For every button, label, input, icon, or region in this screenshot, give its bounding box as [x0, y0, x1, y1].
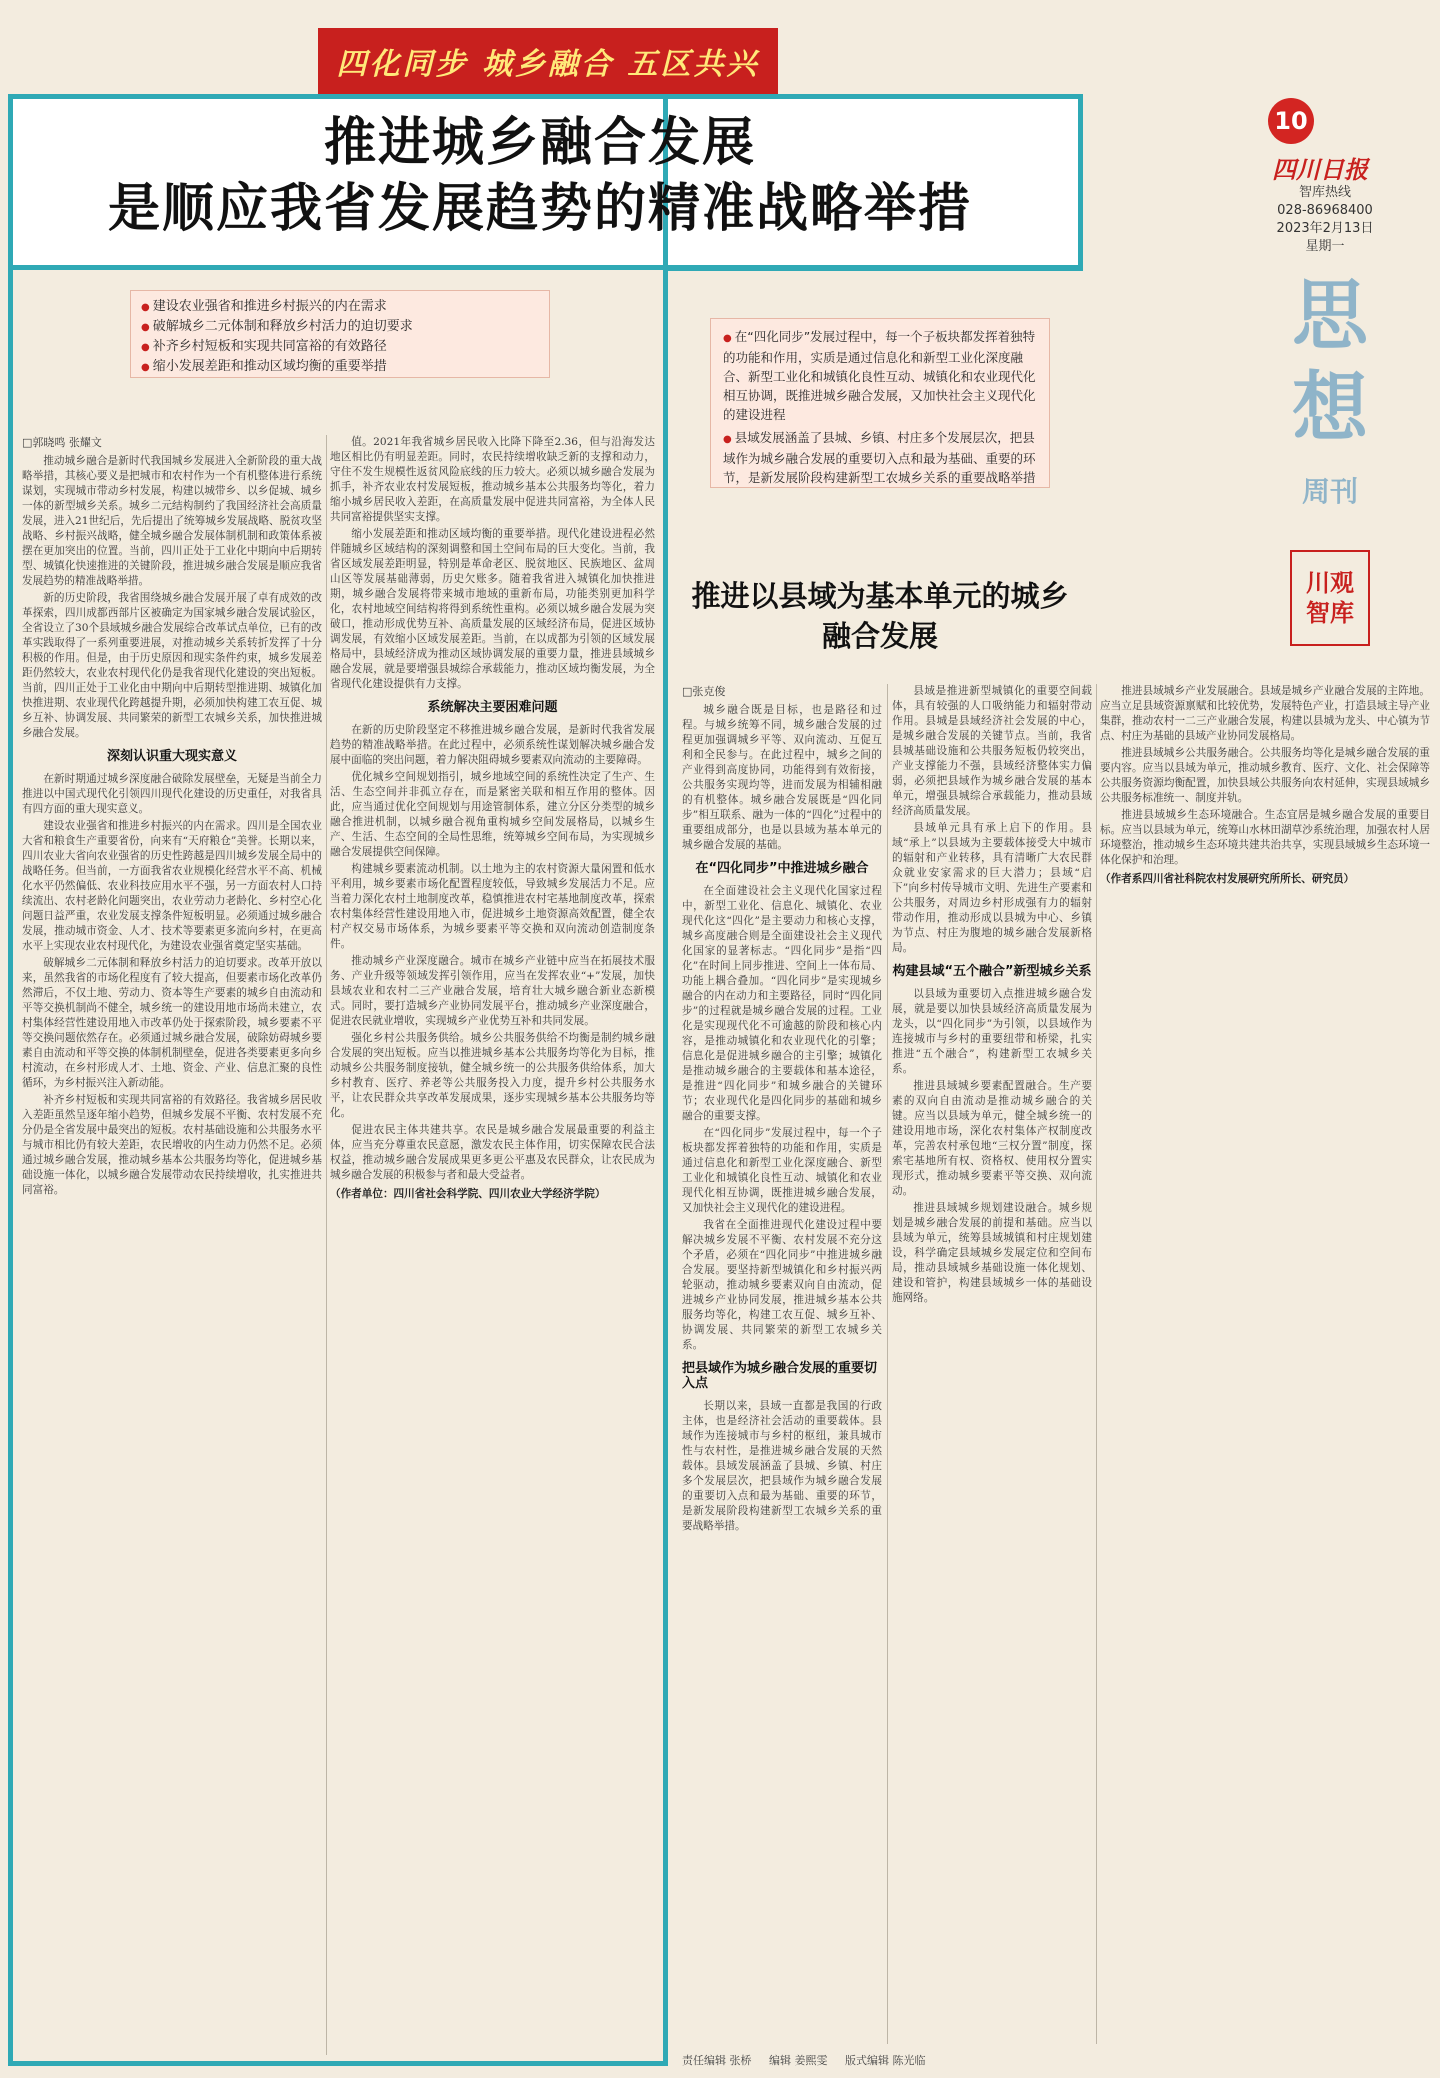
article-author: □郭晓鸣 张耀文: [22, 436, 102, 449]
editor: 编辑 姜熙雯: [769, 2054, 828, 2067]
subheading: 深刻认识重大现实意义: [106, 749, 237, 764]
paragraph: 在“四化同步”发展过程中，每一个子板块都发挥着独特的功能和作用，实质是通过信息化和新型工业化深度融合、新型工业化和城镇化良性互动、城镇化和农业现代化相互协调，既推进城乡融合发展，又加快社会主义现代化的建设进程。: [682, 1127, 882, 1214]
headline-line-2: 是顺应我省发展趋势的精准战略举措: [107, 179, 972, 239]
right-keypoints-box: [710, 318, 1050, 488]
bullet-icon: ●: [723, 333, 732, 344]
paragraph: 新的历史阶段，我省围绕城乡融合发展开展了卓有成效的改革探索，四川成都西部片区被确定为国家城乡融合发展试验区，全省设立了30个县域城乡融合发展综合改革试点单位，已有的改革实践取得了一系列重要进展，对推动城乡关系转折发挥了十分积极的作用。但是，由于历史原因和现实条件约束，城乡发展差距仍然较大，农业农村现代化仍是我省现代化建设的突出短板。当前，四川正处于工业化由中期向中后期转型推进期、城镇化加快推进期、农业现代化跨越提升期，必须加快构建工农互促、城乡互补、协调发展、共同繁荣的新型工农城乡关系，加快推进城乡融合发展。: [22, 592, 322, 739]
paragraph: 县域是推进新型城镇化的重要空间载体，具有较强的人口吸纳能力和辐射带动作用。县城是县域经济社会发展的中心，是城乡融合发展的关键节点。当前，我省县城基础设施和公共服务短板仍较突出，产业支撑能力不强，县域经济整体实力偏弱，必须把县域作为城乡融合发展的基本单元，增强县城综合承载能力，推动县域经济高质量发展。: [892, 685, 1092, 817]
hotline-number: 028-86968400: [1277, 203, 1373, 218]
column-divider: [1096, 684, 1097, 2044]
bullet-icon: ●: [141, 302, 150, 313]
bullet-icon: ●: [141, 342, 150, 353]
paragraph: 优化城乡空间规划指引，城乡地域空间的系统性决定了生产、生活、生态空间并非孤立存在，而是紧密关联和相互作用的整体。因此，应当通过优化空间规划与用途管制体系，建立分区分类型的城乡融合推进机制，以城乡融合视角重构城乡空间发展格局，以城乡生产、生活、生态空间的全局性思维，统筹城乡空间布局，为实现城乡融合发展提供空间保障。: [330, 771, 655, 858]
main-headline: [40, 110, 1040, 242]
paragraph: 值。2021年我省城乡居民收入比降下降至2.36，但与沿海发达地区相比仍有明显差距。同时，农民持续增收缺乏新的支撑和动力，守住不发生规模性返贫风险底线的压力较大。必须以城乡融合发展为抓手，补齐农业农村发展短板，推动城乡基本公共服务均等化，着力缩小城乡居民收入差距，在高质量发展中促进共同富裕，为全体人民共同富裕提供坚实支撑。: [330, 436, 655, 523]
author-note: （作者系四川省社科院农村发展研究所所长、研究员）: [1100, 873, 1355, 885]
paragraph: 县域单元具有承上启下的作用。县域“承上”以县域为主要载体接受大中城市的辐射和产业转移，具有清晰广大农民群众就业安家需求的巨大潜力；县域“启下”向乡村传导城市文明、先进生产要素和公共服务，对周边乡村形成强有力的辐射带动作用，推动形成以县城为中心、乡镇为节点、村庄为腹地的城乡融合发展新格局。: [892, 822, 1092, 954]
responsible-editor: 责任编辑 张桥: [682, 2054, 752, 2067]
paragraph: 推进县域城乡生态环境融合。生态宜居是城乡融合发展的重要目标。应当以县域为单元，统筹山水林田湖草沙系统治理，加强农村人居环境整治，推动城乡生态环境共建共治共享，实现县域城乡生态环境一体化保护和治理。: [1100, 809, 1430, 866]
left-article-column-1: [22, 435, 322, 2055]
right-article-title: 推进以县域为基本单元的城乡融合发展: [691, 579, 1069, 653]
paragraph: 缩小发展差距和推动区域均衡的重要举措。现代化建设进程必然伴随城乡区域结构的深刻调整和国土空间布局的巨大变化。当前，我省区域发展差距明显，特别是革命老区、脱贫地区、民族地区、盆周山区等发展基础薄弱，历史欠账多。随着我省进入城镇化加快推进期，城乡融合发展将带来城市地域的重新布局，功能类别更加科学化，农村地域空间结构将得到系统性重构。必须以城乡融合发展为突破口，推动形成优势互补、高质量发展的区域经济布局，促进区域协调发展，有效缩小区域发展差距。当前，在以成都为引领的区域发展格局中，县域经济成为推动区域协调发展的重要力量，推进县域城乡融合发展，就是要增强县城综合承载能力，推动区域均衡发展，为全省现代化建设提供有力支撑。: [330, 528, 655, 690]
paragraph: 促进农民主体共建共享。农民是城乡融合发展最重要的利益主体，应当充分尊重农民意愿，激发农民主体作用，切实保障农民合法权益，推动城乡融合发展成果更多更公平惠及农民群众，让农民成为城乡融合发展的积极参与者和最大受益者。: [330, 1124, 655, 1181]
bullet-icon: ●: [723, 434, 732, 445]
page-number-badge: 10: [1268, 98, 1314, 144]
keypoint-item: ● 补齐乡村短板和实现共同富裕的有效路径: [141, 339, 387, 354]
paragraph: 在全面建设社会主义现代化国家过程中，新型工业化、信息化、城镇化、农业现代化这“四化”是主要动力和核心支撑，城乡高度融合则是全面建设社会主义现代化国家的显著标志。“四化同步”是指“四化”在时间上同步推进、空间上一体布局、功能上耦合叠加。“四化同步”是实现城乡融合的内在动力和主要路径，同时“四化同步”的过程就是城乡融合发展的过程。工业化是实现现代化不可逾越的阶段和核心内容，是推动城镇化和农业现代化的引擎；信息化是促进城乡融合的主引擎；城镇化是推动城乡融合的主要载体和基本途径，是推进“四化同步”和城乡融合的关键环节；农业现代化是四化同步的基础和城乡融合的重要支撑。: [682, 885, 882, 1122]
paragraph: 推进县域城乡公共服务融合。公共服务均等化是城乡融合发展的重要内容。应当以县域为单元，推动城乡教育、医疗、文化、社会保障等公共服务资源均衡配置，加快县域公共服务向农村延伸，实现县域城乡公共服务标准统一、制度并轨。: [1100, 747, 1430, 804]
keypoint-item: ● 在“四化同步”发展过程中，每一个子板块都发挥着独特的功能和作用，实质是通过信息化和新型工业化深度融合、新型工业化和城镇化良性互动、城镇化和农业现代化相互协调，既推进城乡融合发展，又加快社会主义现代化的建设进程: [723, 329, 1036, 422]
left-article-column-2: [330, 435, 655, 2055]
column-divider: [887, 684, 888, 2044]
right-article-column-3: [1100, 684, 1430, 2074]
paragraph: 破解城乡二元体制和释放乡村活力的迫切要求。改革开放以来，虽然我省的市场化程度有了较大提高，但要素市场化改革仍然滞后，不仅土地、劳动力、资本等生产要素的城乡自由流动和平等交换机制尚不健全，城乡统一的建设用地市场尚未建立，农村集体经营性建设用地入市改革仍处于探索阶段，城乡要素不平等交换问题依然存在。必须通过城乡融合发展，破除妨碍城乡要素自由流动和平等交换的体制机制壁垒，促进各类要素更多向乡村流动，在乡村形成人才、土地、资金、产业、信息汇聚的良性循环，为乡村振兴注入新动能。: [22, 957, 322, 1089]
paragraph: 以县域为重要切入点推进城乡融合发展，就是要以加快县域经济高质量发展为龙头，以“四化同步”为引领，以县域作为连接城市与乡村的重要纽带和桥梁，扎实推进“五个融合”，构建新型工农城乡关系。: [892, 988, 1092, 1075]
issue-weekday: 星期一: [1305, 239, 1345, 254]
keypoint-item: ● 缩小发展差距和推动区域均衡的重要举措: [141, 359, 387, 374]
left-keypoints-box: [130, 290, 550, 378]
right-article-column-1: [682, 684, 882, 2074]
paragraph: 推进县域城乡产业发展融合。县域是城乡产业融合发展的主阵地。应当立足县域资源禀赋和比较优势，发展特色产业，打造县域主导产业集群，推动农村一二三产业融合发展，构建以县城为龙头、中心镇为节点、村庄为基础的县域产业协同发展格局。: [1100, 685, 1430, 742]
right-frame-line: [663, 266, 1083, 271]
bullet-icon: ●: [141, 362, 150, 373]
paragraph: 强化乡村公共服务供给。城乡公共服务供给不均衡是制约城乡融合发展的突出短板。应当以推进城乡基本公共服务均等化为目标，推动城乡公共服务制度接轨，健全城乡统一的公共服务供给体系，加大乡村教育、医疗、养老等公共服务投入力度，提升乡村公共服务水平，让农民群众共享改革发展成果，逐步实现城乡基本公共服务均等化。: [330, 1032, 655, 1119]
paragraph: 补齐乡村短板和实现共同富裕的有效路径。我省城乡居民收入差距虽然呈逐年缩小趋势，但城乡发展不平衡、农村发展不充分仍是全省发展中最突出的短板。农村基础设施和公共服务水平与城市相比仍有较大差距，农民增收的内生动力仍然不足。必须通过城乡融合发展，推动城乡基本公共服务均等化，促进城乡基础设施一体化，以城乡融合发展带动农民持续增收，扎实推进共同富裕。: [22, 1094, 322, 1196]
article-author: □张克俊: [682, 685, 726, 698]
paragraph: 构建城乡要素流动机制。以土地为主的农村资源大量闲置和低水平利用，城乡要素市场化配置程度较低，导致城乡发展活力不足。应当着力深化农村土地制度改革，稳慎推进农村宅基地制度改革，探索农村集体经营性建设用地入市，促进城乡土地资源高效配置，健全农村产权交易市场体系，为城乡要素平等交换和双向流动创造制度条件。: [330, 863, 655, 950]
section-subtitle: 周刊: [1301, 475, 1358, 508]
paragraph: 推动城乡融合是新时代我国城乡发展进入全新阶段的重大战略举措，其核心要义是把城市和农村作为一个有机整体进行系统谋划，实现城市带动乡村发展，构建以城带乡、以乡促城、城乡一体的新型城乡关系。城乡二元结构制约了我国经济社会高质量发展，进入21世纪后，先后提出了统筹城乡发展战略、脱贫攻坚战略、乡村振兴战略，健全城乡融合发展体制机制和政策体系被摆在更加突出的位置。当前，四川正处于工业化中期向中后期转型、城镇化快速推进的关键阶段，推进城乡融合发展是顺应我省发展趋势的精准战略举措。: [22, 455, 322, 587]
paragraph: 在新时期通过城乡深度融合破除发展壁垒，无疑是当前全力推进以中国式现代化引领四川现代化建设的历史重任，对我省具有四方面的重大现实意义。: [22, 773, 322, 815]
hotline-label: 智库热线: [1298, 185, 1351, 200]
issue-date: 2023年2月13日: [1276, 221, 1374, 236]
subheading: 系统解决主要困难问题: [427, 700, 558, 715]
paragraph: 城乡融合既是目标，也是路径和过程。与城乡统筹不同，城乡融合发展的过程更加强调城乡平等、双向流动、互促互利和全民参与。在此过程中，城乡之间的产业得到高度协同，功能得到有效衔接，公共服务实现均等，进而发展为相辅相融的有机整体。城乡融合发展既是“四化同步”相互联系、融为一体的“四化”过程中的重要组成部分，也是以县域为基本单元的城乡融合发展的基础。: [682, 704, 882, 851]
subheading: 把县域作为城乡融合发展的重要切入点: [682, 1361, 878, 1391]
subheading: 在“四化同步”中推进城乡融合: [695, 861, 869, 876]
paragraph: 推进县域城乡要素配置融合。生产要素的双向自由流动是推动城乡融合的关键。应当以县域为单元，健全城乡统一的建设用地市场，深化农村集体产权制度改革，完善农村承包地“三权分置”制度，探索宅基地所有权、资格权、使用权分置实现形式，推动城乡要素平等交换、双向流动。: [892, 1080, 1092, 1197]
keypoint-item: ● 建设农业强省和推进乡村振兴的内在需求: [141, 299, 387, 314]
paper-logo: 四川日报: [1272, 155, 1368, 184]
bullet-icon: ●: [141, 322, 150, 333]
keypoint-item: ● 县域发展涵盖了县城、乡镇、村庄多个发展层次，把县域作为城乡融合发展的重要切入点和最为基础、重要的环节，是新发展阶段构建新型工农城乡关系的重要战略举措: [723, 430, 1036, 485]
column-stamp: 川观智库: [1290, 550, 1370, 646]
paragraph: 长期以来，县域一直都是我国的行政主体，也是经济社会活动的重要载体。县域作为连接城市与乡村的枢纽，兼具城市性与农村性，是推进城乡融合发展的天然载体。县域发展涵盖了县城、乡镇、村庄多个发展层次，把县域作为城乡融合发展的重要切入点和最为基础、重要的环节，是新发展阶段构建新型工农城乡关系的重要战略举措。: [682, 1400, 882, 1532]
headline-line-1: 推进城乡融合发展: [323, 113, 756, 173]
paragraph: 我省在全面推进现代化建设过程中要解决城乡发展不平衡、农村发展不充分这个矛盾，必须在“四化同步”中推进城乡融合发展。要坚持新型城镇化和乡村振兴两轮驱动，推动城乡要素双向自由流动，促进城乡产业协同发展，推进城乡基本公共服务均等化，构建工农互促、城乡互补、协调发展、共同繁荣的新型工农城乡关系。: [682, 1219, 882, 1351]
paragraph: 在新的历史阶段坚定不移推进城乡融合发展，是新时代我省发展趋势的精准战略举措。在此过程中，必须系统性谋划解决城乡融合发展中面临的突出问题，着力解决阻碍城乡要素双向流动的主要障碍。: [330, 724, 655, 766]
section-title: 思想: [1292, 271, 1368, 452]
author-note: （作者单位：四川省社会科学院、四川农业大学经济学院）: [330, 1188, 606, 1200]
layout-editor: 版式编辑 陈光临: [845, 2054, 926, 2067]
right-article-column-2: [892, 684, 1092, 2074]
subheading: 构建县域“五个融合”新型城乡关系: [892, 964, 1092, 979]
paper-info: [1225, 184, 1425, 256]
keypoint-item: ● 破解城乡二元体制和释放乡村活力的迫切要求: [141, 319, 413, 334]
column-divider: [326, 435, 327, 2055]
paragraph: 推动城乡产业深度融合。城市在城乡产业链中应当在拓展技术服务、产业升级等领域发挥引领作用，应当在发挥农业“+”发展，加快县域农业和农村二三产业融合发展，培育壮大城乡融合新业态新模式。同时，要打造城乡产业协同发展平台，推动城乡产业深度融合，促进农民就业增收，实现城乡产业优势互补和共同发展。: [330, 955, 655, 1027]
paragraph: 建设农业强省和推进乡村振兴的内在需求。四川是全国农业大省和粮食生产重要省份，向来有“天府粮仓”美誉。长期以来，四川农业大省向农业强省的历史性跨越是四川城乡发展全局中的战略任务。但当前，一方面我省农业规模化经营水平不高、机械化水平仍然偏低、农业科技应用水平不强，另一方面农村人口持续流出、农村老龄化问题突出，农业劳动力老龄化、乡村空心化问题日益严重，农业发展支撑条件短板明显。必须通过城乡融合发展，推动城市资金、人才、技术等要素更多流向乡村，在更高水平上实现农业农村现代化，为建设农业强省奠定坚实基础。: [22, 820, 322, 952]
paragraph: 推进县域城乡规划建设融合。城乡规划是城乡融合发展的前提和基础。应当以县域为单元，统筹县域城镇和村庄规划建设，科学确定县域城乡发展定位和空间布局，推动县域城乡基础设施一体化规划、建设和管护，构建县域城乡一体的基础设施网络。: [892, 1202, 1092, 1304]
top-banner: 四化同步 城乡融合 五区共兴: [318, 28, 778, 94]
editor-credits: [682, 2052, 1222, 2068]
